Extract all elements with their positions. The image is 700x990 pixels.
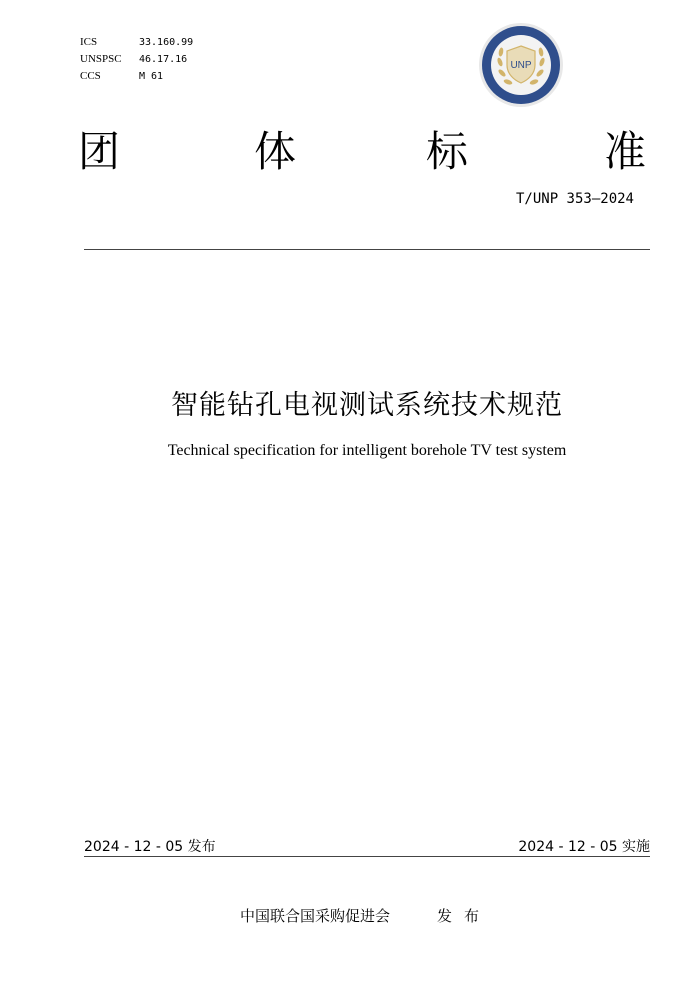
unspsc-value: 46.17.16 (139, 54, 188, 65)
heading-char-3: 标 (426, 127, 469, 176)
ics-label: ICS (80, 36, 98, 48)
issue-date: 2024 - 12 - 05 发布 (84, 839, 216, 855)
bottom-divider (84, 856, 650, 857)
standard-number: T/UNP 353—2024 (515, 191, 634, 207)
title-chinese: 智能钻孔电视测试系统技术规范 (171, 390, 563, 421)
ics-value: 33.160.99 (139, 37, 194, 48)
ccs-label: CCS (80, 70, 101, 82)
top-divider (84, 249, 650, 250)
publisher-name: 中国联合国采购促进会 (240, 907, 391, 925)
unp-logo (478, 22, 564, 108)
implementation-date: 2024 - 12 - 05 实施 (518, 839, 650, 855)
unspsc-label: UNSPSC (80, 53, 122, 65)
ccs-value: M 61 (139, 71, 164, 82)
title-english: Technical specification for intelligent borehole TV test system (167, 442, 567, 459)
ccs-row (80, 68, 193, 85)
ics-row (80, 34, 193, 51)
heading-char-1: 团 (78, 127, 121, 176)
classification-codes (80, 34, 193, 85)
heading-char-2: 体 (254, 127, 297, 176)
unspsc-row (80, 51, 193, 68)
heading-char-4: 准 (604, 127, 647, 176)
logo-text: UNP (510, 60, 532, 71)
publish-label: 发布 (437, 907, 492, 925)
